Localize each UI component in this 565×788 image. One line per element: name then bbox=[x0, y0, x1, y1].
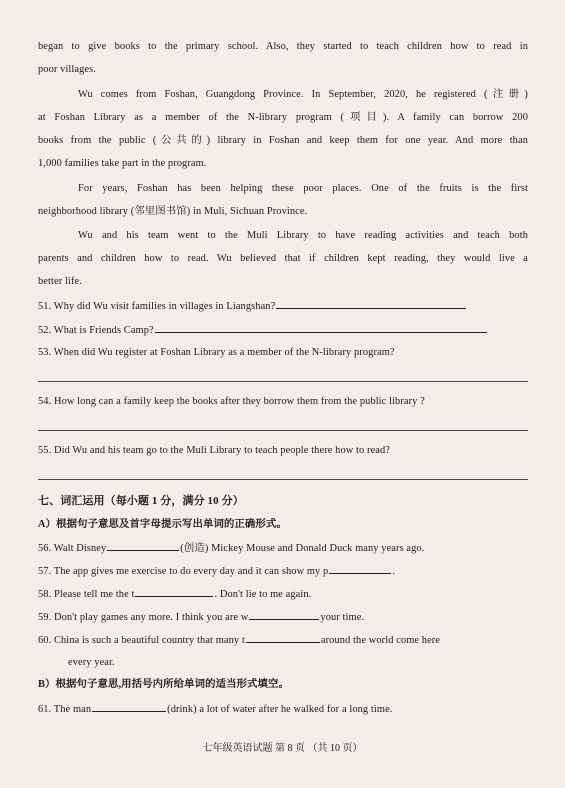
section-title: 七、词汇运用（每小题 1 分，满分 10 分） bbox=[38, 495, 244, 507]
question-55-text: 55. Did Wu and his team go to the Muli Library to teach people there how to read? bbox=[38, 445, 391, 456]
question-60-end: around the world come here bbox=[320, 635, 441, 646]
question-52 bbox=[38, 322, 528, 337]
part-a-instruction: A）根据句子意思及首字母提示写出单词的正确形式。 bbox=[38, 519, 287, 530]
question-58-start: 58. Please tell me the t bbox=[38, 589, 135, 600]
question-58-end: . Don't lie to me again. bbox=[214, 589, 312, 600]
question-61-start: 61. The man bbox=[38, 704, 92, 715]
passage-line: 1,000 families take part in the program. bbox=[38, 158, 207, 169]
passage-line: poor villages. bbox=[38, 64, 96, 75]
answer-54-line[interactable] bbox=[38, 430, 528, 431]
question-57-start: 57. The app gives me exercise to do every day and it can show my p bbox=[38, 566, 329, 577]
answer-60-blank[interactable] bbox=[246, 632, 320, 643]
question-57-end: . bbox=[392, 566, 396, 577]
passage-line: books from the public (公共的) library in Foshan and keep them for one year. And more than bbox=[38, 135, 528, 146]
passage-line: Wu comes from Foshan, Guangdong Province. In September, 2020, he registered (注册) bbox=[78, 89, 528, 100]
question-59-end: your time. bbox=[320, 612, 365, 623]
question-56-start: 56. Walt Disney bbox=[38, 543, 107, 554]
question-61 bbox=[38, 701, 528, 716]
passage-line: parents and children how to read. Wu believed that if children kept reading, they would live a bbox=[38, 253, 528, 264]
answer-61-blank[interactable] bbox=[92, 701, 166, 712]
bleed-through-text: · · · · · · · · · · · · · · · · · · bbox=[300, 70, 403, 81]
answer-51-blank[interactable] bbox=[276, 298, 466, 309]
question-51-text: 51. Why did Wu visit families in villages in Liangshan? bbox=[38, 301, 276, 312]
question-56-end: (创造) Mickey Mouse and Donald Duck many years ago. bbox=[180, 543, 425, 554]
passage-line: Wu and his team went to the Muli Library to have reading activities and teach both bbox=[78, 230, 528, 241]
bleed-through-text: · · · · · · · · · · · · · · · · · · · · · · · · · · · · · · · · · · · · · · · · bbox=[60, 318, 291, 329]
question-59-start: 59. Don't play games any more. I think you are w bbox=[38, 612, 249, 623]
question-57 bbox=[38, 563, 528, 578]
question-54-text: 54. How long can a family keep the books after they borrow them from the public library ? bbox=[38, 396, 425, 407]
question-60 bbox=[38, 632, 528, 647]
passage-line: at Foshan Library as a member of the N-library program (项目). A family can borrow 200 bbox=[38, 112, 528, 123]
passage-line: began to give books to the primary school. Also, they started to teach children how to read in bbox=[38, 41, 528, 52]
answer-55-line[interactable] bbox=[38, 479, 528, 480]
question-53-text: 53. When did Wu register at Foshan Library as a member of the N-library program? bbox=[38, 347, 395, 358]
question-58 bbox=[38, 586, 528, 601]
question-51 bbox=[38, 298, 528, 313]
passage-line: better life. bbox=[38, 276, 82, 287]
answer-53-line[interactable] bbox=[38, 381, 528, 382]
question-60-continued: every year. bbox=[68, 657, 115, 668]
question-61-end: (drink) a lot of water after he walked for a long time. bbox=[167, 704, 393, 715]
part-b-instruction: B）根据句子意思,用括号内所给单词的适当形式填空。 bbox=[38, 679, 290, 690]
question-56 bbox=[38, 540, 528, 555]
answer-58-blank[interactable] bbox=[135, 586, 213, 597]
passage-line: neighborhood library (邻里图书馆) in Muli, Sichuan Province. bbox=[38, 206, 308, 217]
answer-59-blank[interactable] bbox=[249, 609, 319, 620]
question-52-text: 52. What is Friends Camp? bbox=[38, 325, 154, 336]
question-59 bbox=[38, 609, 528, 624]
bleed-through-text: · · · · · · · · · · · · · · · · · · · · · · · · · · · · · · · · · · · · · · · · bbox=[60, 368, 291, 379]
answer-57-blank[interactable] bbox=[329, 563, 391, 574]
answer-56-blank[interactable] bbox=[107, 540, 179, 551]
page-footer: 七年级英语试题 第 8 页 （共 10 页） bbox=[202, 743, 363, 754]
question-60-start: 60. China is such a beautiful country that many t bbox=[38, 635, 245, 646]
passage-line: For years, Foshan has been helping these poor places. One of the fruits is the first bbox=[78, 183, 528, 194]
answer-52-blank[interactable] bbox=[155, 322, 487, 333]
